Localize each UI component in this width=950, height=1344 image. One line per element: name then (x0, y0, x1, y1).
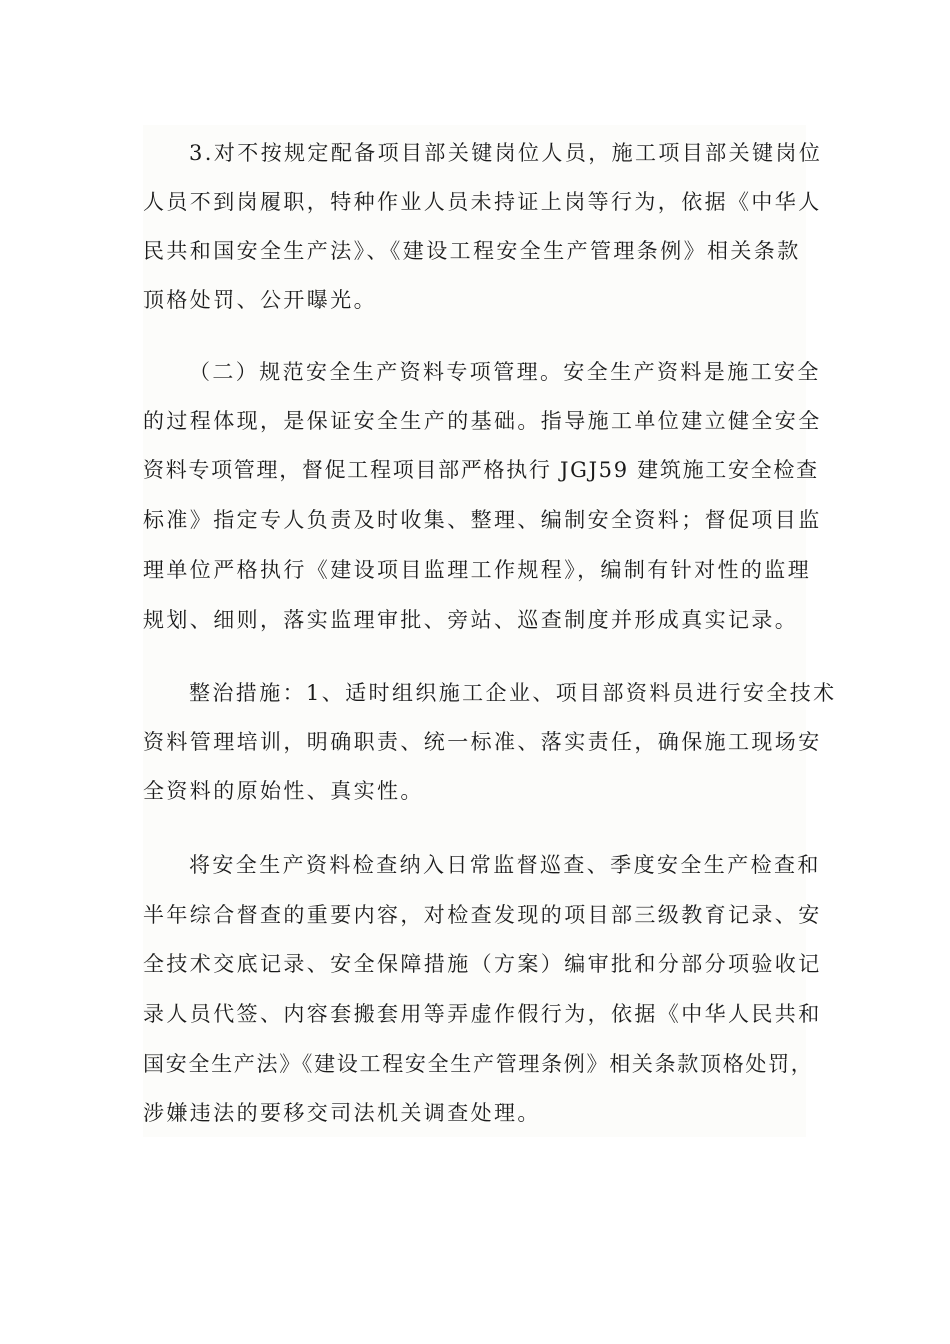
paragraph-1-line-2: 人员不到岗履职，特种作业人员未持证上岗等行为，依据《中华人 (143, 190, 822, 214)
paragraph-2-line-4: 标准》指定专人负责及时收集、整理、编制安全资料；督促项目监 (143, 508, 822, 532)
paragraph-2-line-5: 理单位严格执行《建设项目监理工作规程》，编制有针对性的监理 (143, 558, 812, 582)
paragraph-3-line-2: 资料管理培训，明确职责、统一标准、落实责任，确保施工现场安 (143, 730, 822, 754)
paragraph-2-line-2: 的过程体现，是保证安全生产的基础。指导施工单位建立健全安全 (143, 409, 822, 433)
paragraph-4-line-5: 国安全生产法》《建设工程安全生产管理条例》相关条款顶格处罚， (143, 1052, 814, 1076)
paragraph-1-line-3: 民共和国安全生产法》、《建设工程安全生产管理条例》相关条款 (143, 239, 801, 263)
paragraph-4-line-1: 将安全生产资料检查纳入日常监督巡查、季度安全生产检查和 (189, 853, 821, 877)
paragraph-1-line-1: 3.对不按规定配备项目部关键岗位人员，施工项目部关键岗位 (189, 141, 823, 165)
paragraph-3-line-3: 全资料的原始性、真实性。 (143, 779, 424, 803)
document-body (143, 125, 837, 1137)
paragraph-4-line-6: 涉嫌违法的要移交司法机关调查处理。 (143, 1101, 541, 1125)
paragraph-4-line-4: 录人员代签、内容套搬套用等弄虚作假行为，依据《中华人民共和 (143, 1002, 822, 1026)
paragraph-2-line-3: 资料专项管理，督促工程项目部严格执行 JGJ59 建筑施工安全检查 (143, 458, 819, 482)
paragraph-1-line-4: 顶格处罚、公开曝光。 (143, 288, 377, 312)
paragraph-4-line-3: 全技术交底记录、安全保障措施（方案）编审批和分部分项验收记 (143, 952, 822, 976)
paragraph-2-line-1: （二）规范安全生产资料专项管理。安全生产资料是施工安全 (189, 360, 821, 384)
paragraph-2-line-6: 规划、细则，落实监理审批、旁站、巡查制度并形成真实记录。 (143, 608, 799, 632)
paragraph-4-line-2: 半年综合督查的重要内容，对检查发现的项目部三级教育记录、安 (143, 903, 822, 927)
paragraph-3-line-1: 整治措施：1、适时组织施工企业、项目部资料员进行安全技术 (189, 681, 837, 705)
